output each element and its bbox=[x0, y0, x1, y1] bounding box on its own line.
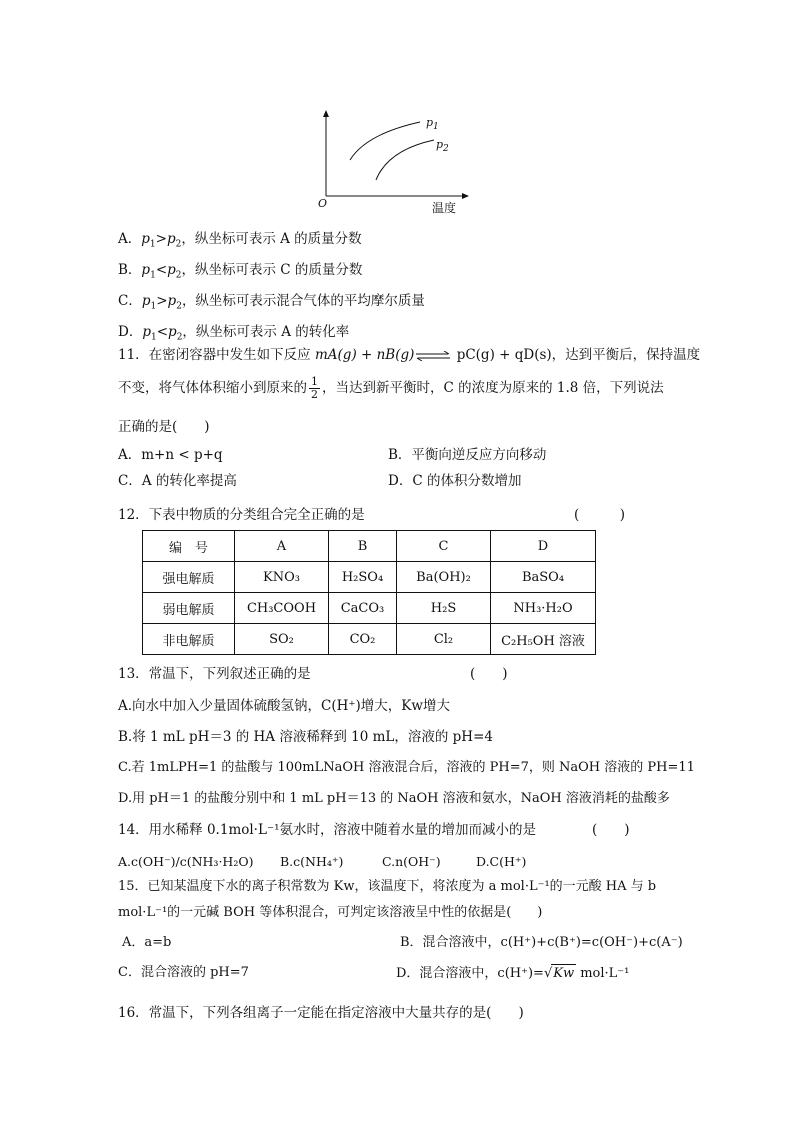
q14-answer-paren: ( ) bbox=[592, 822, 630, 838]
q11-option-d: D．C 的体积分数增加 bbox=[388, 473, 522, 489]
q10-option-b: B．$p_1<p_2$，纵坐标可表示 C 的质量分数 bbox=[118, 262, 363, 281]
q15-option-a: A．a=b bbox=[122, 935, 172, 950]
x-axis-label: 温度 bbox=[432, 201, 457, 215]
table-cell: H₂S bbox=[397, 593, 491, 624]
q14-option-b: B.c(NH₄⁺) bbox=[280, 854, 344, 869]
q10-option-c: C．$p_1>p_2$，纵坐标可表示混合气体的平均摩尔质量 bbox=[118, 293, 425, 312]
q13-stem: 13．常温下，下列叙述正确的是 bbox=[118, 666, 311, 682]
q13-answer-paren: ( ) bbox=[470, 666, 508, 682]
q11-stem-line3: 正确的是( ) bbox=[118, 419, 210, 435]
table-cell: CH₃COOH bbox=[235, 593, 329, 624]
q13-option-a: A.向水中加入少量固体硫酸氢钠，C(H⁺)增大，Kw增大 bbox=[118, 698, 450, 714]
table-header-cell: B bbox=[329, 531, 397, 562]
table-cell: CO₂ bbox=[329, 624, 397, 655]
q15-stem-line2: mol·L⁻¹的一元碱 BOH 等体积混合，可判定该溶液呈中性的依据是( ) bbox=[118, 905, 543, 920]
sqrt-icon: √ bbox=[543, 966, 553, 981]
table-row bbox=[143, 593, 596, 624]
q14-stem: 14．用水稀释 0.1mol·L⁻¹氨水时，溶液中随着水量的增加而减小的是 bbox=[118, 822, 536, 838]
origin-label: O bbox=[318, 197, 328, 210]
q15-option-c: C．混合溶液的 pH=7 bbox=[118, 965, 249, 980]
table-cell: 弱电解质 bbox=[143, 593, 235, 624]
table-cell: BaSO₄ bbox=[491, 562, 596, 593]
q12-stem: 12．下表中物质的分类组合完全正确的是 bbox=[118, 507, 365, 523]
q10-option-d: D．$p_1<p_2$，纵坐标可表示 A 的转化率 bbox=[118, 324, 350, 343]
fraction-one-half: $\frac{1}{2}$ bbox=[311, 375, 318, 401]
table-cell: KNO₃ bbox=[235, 562, 329, 593]
q15-option-d: D．混合溶液中，c(H⁺)=√Kw mol·L⁻¹ bbox=[396, 966, 630, 981]
q13-option-d: D.用 pH＝1 的盐酸分别中和 1 mL pH＝13 的 NaOH 溶液和氨水，NaOH 溶液消耗的盐酸多 bbox=[118, 791, 670, 806]
table-cell: CaCO₃ bbox=[329, 593, 397, 624]
y-axis-arrow bbox=[323, 110, 329, 117]
q12-answer-paren: ( ) bbox=[574, 507, 626, 523]
q14-option-c: C.n(OH⁻) bbox=[382, 854, 441, 869]
curve-p2-label: $p_2$ bbox=[436, 138, 449, 155]
q11-stem-line1: 11．在密闭容器中发生如下反应 mA(g) + nB(g) pC(g) + qD(s)，达到平衡后，保持温度 bbox=[118, 347, 701, 363]
q16-stem: 16．常温下，下列各组离子一定能在指定溶液中大量共存的是( ) bbox=[118, 1005, 524, 1021]
q11-option-b: B．平衡向逆反应方向移动 bbox=[388, 447, 547, 463]
table-header-cell: A bbox=[235, 531, 329, 562]
curve-p1 bbox=[350, 122, 420, 160]
table-cell: 非电解质 bbox=[143, 624, 235, 655]
table-cell: C₂H₅OH 溶液 bbox=[491, 624, 596, 655]
q11-option-a: A．m+n < p+q bbox=[118, 447, 223, 463]
q11-stem-line2: 不变，将气体体积缩小到原来的 $\frac{1}{2}$ ，当达到新平衡时，C 的浓度为原来的 1.8 倍，下列说法 bbox=[118, 375, 664, 401]
q15-option-b: B．混合溶液中，c(H⁺)+c(B⁺)=c(OH⁻)+c(A⁻) bbox=[400, 935, 683, 950]
table-cell: H₂SO₄ bbox=[329, 562, 397, 593]
q15-stem-line1: 15．已知某温度下水的离子积常数为 Kw，该温度下，将浓度为 a mol·L⁻¹的一元酸 HA 与 b bbox=[118, 879, 657, 894]
table-header-row bbox=[143, 531, 596, 562]
curve-p2 bbox=[376, 140, 434, 180]
table-cell: SO₂ bbox=[235, 624, 329, 655]
table-cell: Ba(OH)₂ bbox=[397, 562, 491, 593]
q10-option-a: A．$p_1>p_2$，纵坐标可表示 A 的质量分数 bbox=[118, 231, 362, 250]
q13-option-b: B.将 1 mL pH＝3 的 HA 溶液稀释到 10 mL，溶液的 pH=4 bbox=[118, 729, 493, 745]
table-header-cell: 编 号 bbox=[143, 531, 235, 562]
classification-table bbox=[142, 530, 596, 655]
table-header-cell: D bbox=[491, 531, 596, 562]
q13-option-c: C.若 1mLPH=1 的盐酸与 100mLNaOH 溶液混合后，溶液的 PH=7，则 NaOH 溶液的 PH=11 bbox=[118, 760, 695, 775]
q14-option-a: A.c(OH⁻)/c(NH₃·H₂O) bbox=[118, 854, 254, 869]
curve-p1-label: $p_1$ bbox=[426, 116, 439, 133]
table-row bbox=[143, 624, 596, 655]
table-cell: Cl₂ bbox=[397, 624, 491, 655]
equilibrium-arrow-icon bbox=[414, 351, 452, 361]
table-cell: NH₃·H₂O bbox=[491, 593, 596, 624]
q11-option-c: C．A 的转化率提高 bbox=[118, 473, 237, 489]
table-row bbox=[143, 562, 596, 593]
x-axis-arrow bbox=[462, 193, 469, 199]
table-cell: 强电解质 bbox=[143, 562, 235, 593]
table-header-cell: C bbox=[397, 531, 491, 562]
q14-option-d: D.C(H⁺) bbox=[476, 854, 527, 869]
